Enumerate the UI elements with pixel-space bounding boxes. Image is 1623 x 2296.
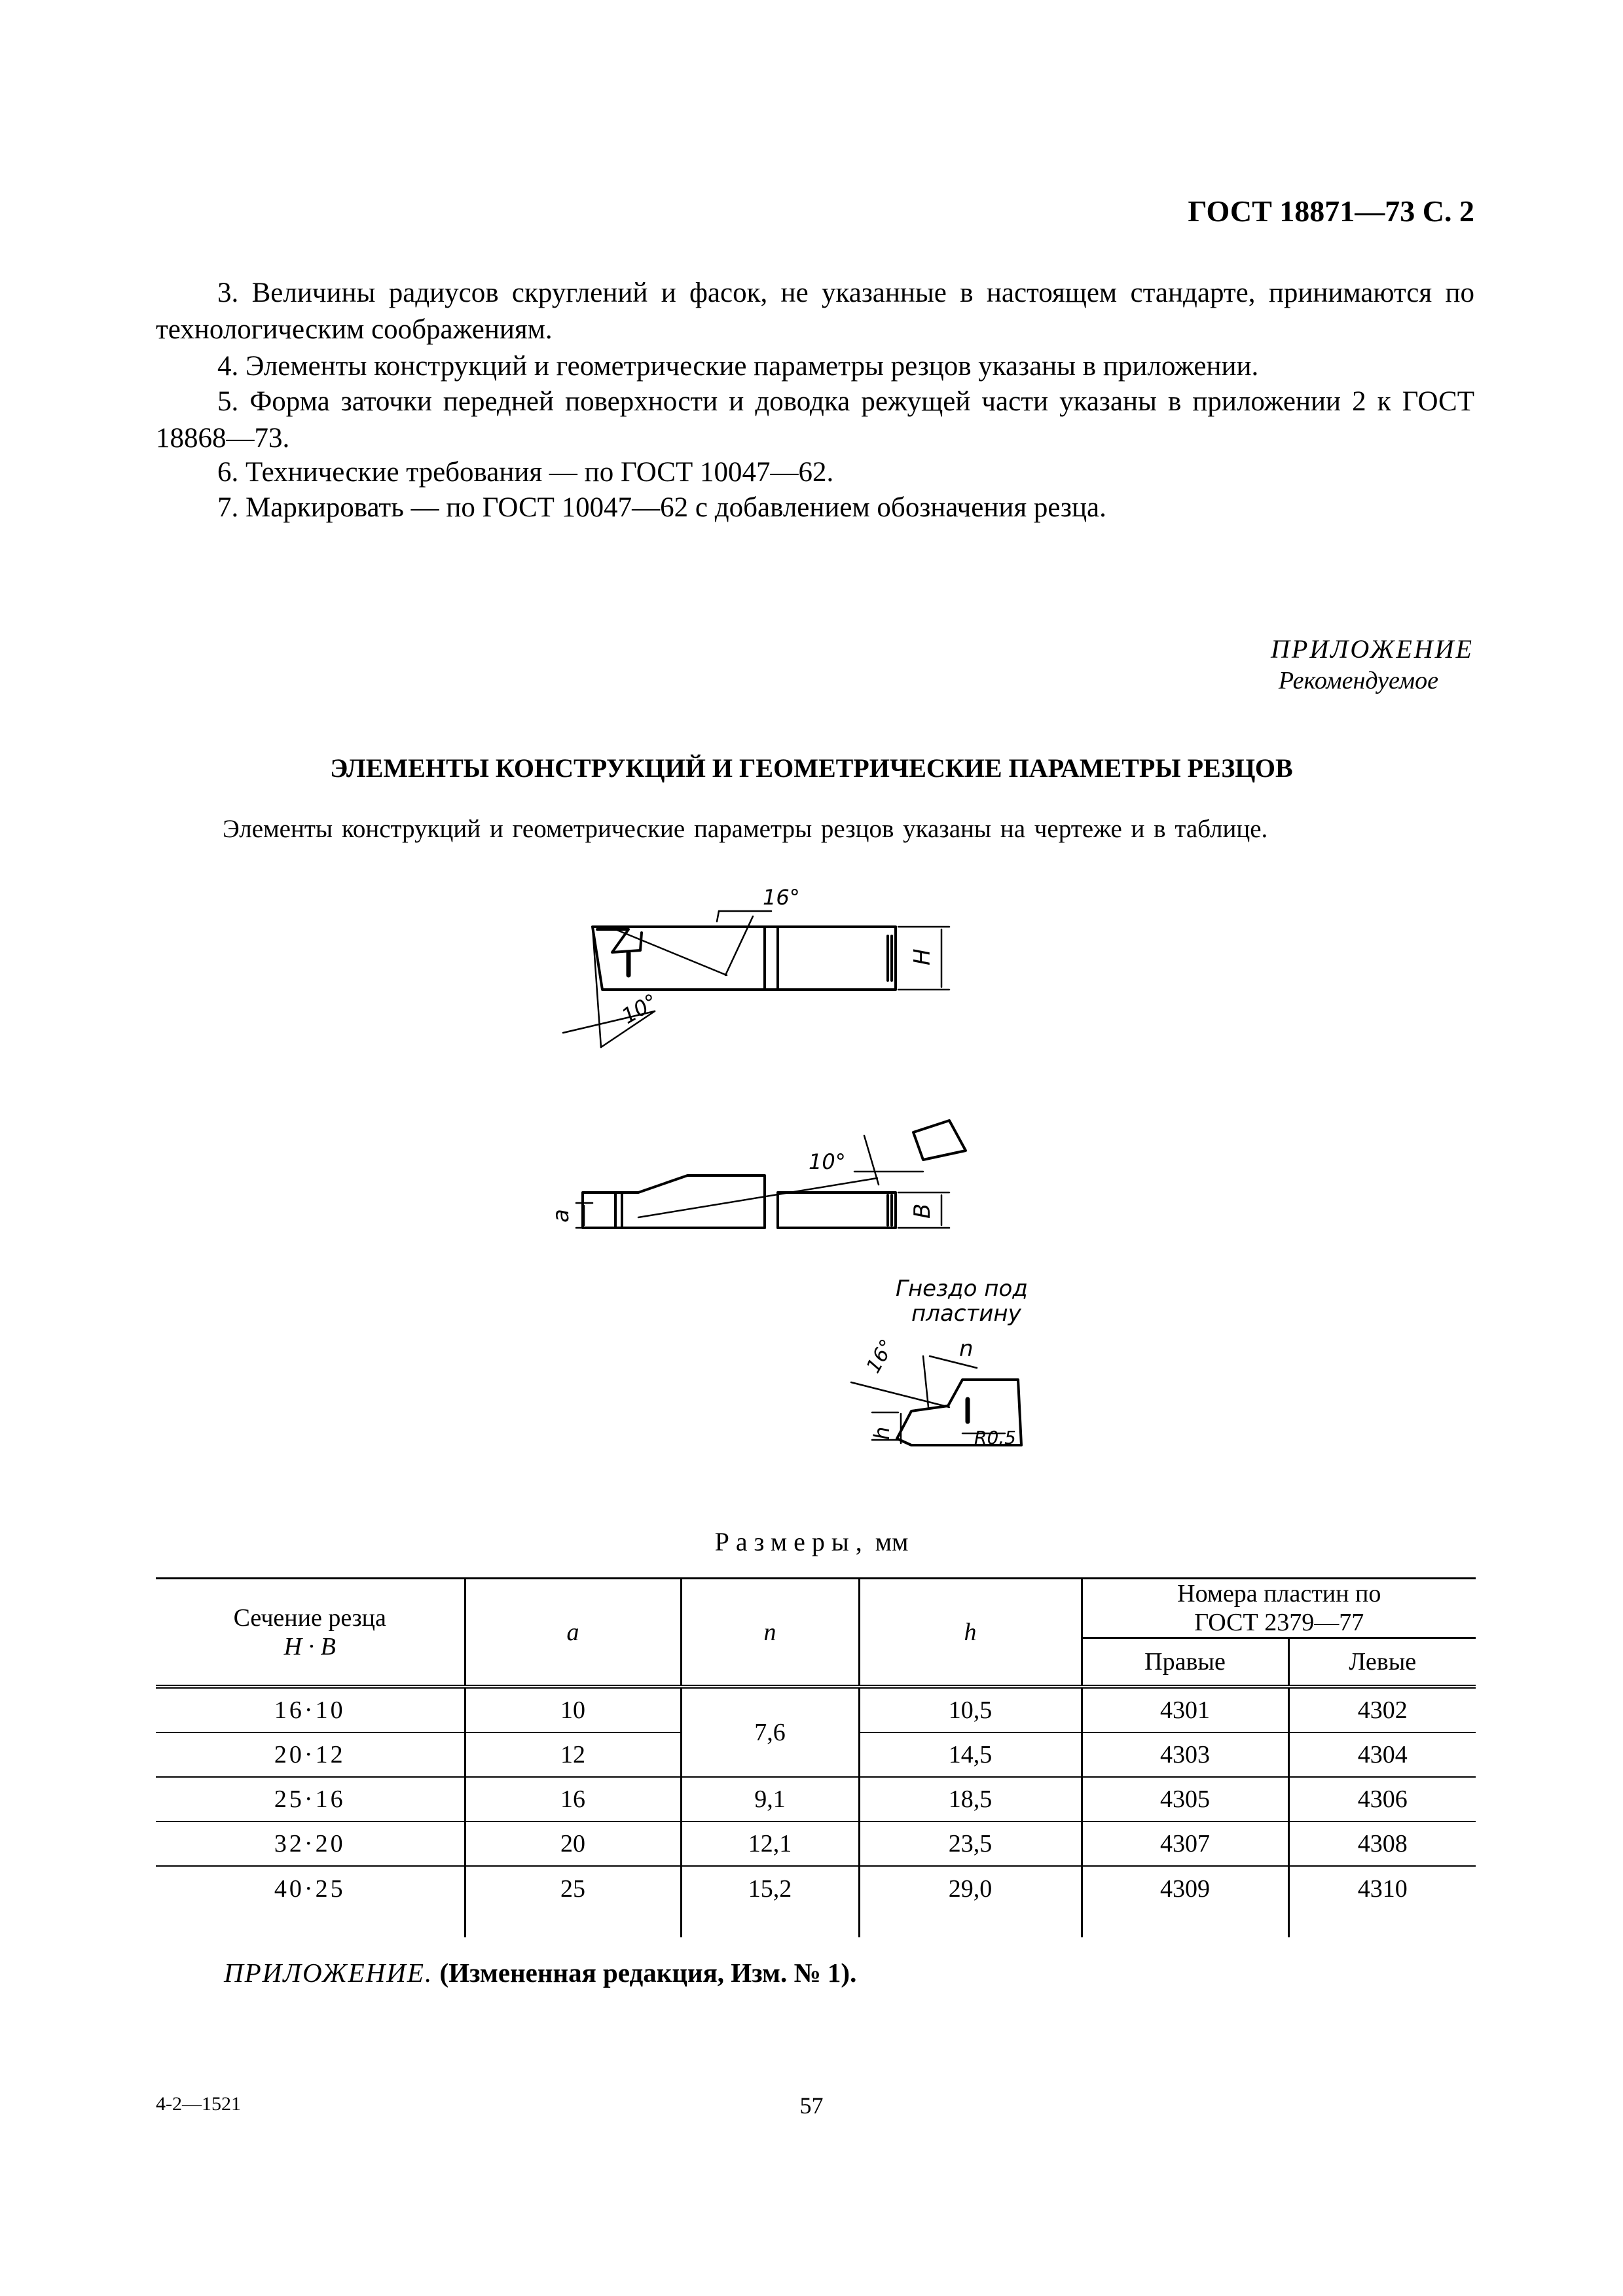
table-row: 20·12 12 14,5 4303 4304 bbox=[156, 1732, 1476, 1777]
header-section: Сечение резца H · B bbox=[233, 1604, 386, 1660]
table-caption-unit: мм bbox=[875, 1527, 909, 1556]
table-row: 16·10 10 7,6 10,5 4301 4302 bbox=[156, 1687, 1476, 1732]
dim-h-label: h bbox=[869, 1426, 894, 1440]
table-caption bbox=[0, 1526, 1623, 1557]
radius-label: R0,5 bbox=[974, 1427, 1016, 1448]
header-left: Левые bbox=[1288, 1638, 1476, 1687]
dim-H-label: H bbox=[909, 948, 936, 965]
dim-n-label: n bbox=[959, 1336, 974, 1362]
page-number: 57 bbox=[799, 2092, 824, 2119]
top-view bbox=[563, 911, 949, 1047]
header-n: n bbox=[681, 1579, 859, 1687]
header-h: h bbox=[859, 1579, 1082, 1687]
table-caption-title: Размеры, bbox=[714, 1527, 869, 1556]
socket-caption-1: Гнездо под bbox=[896, 1276, 1028, 1302]
section-title: ЭЛЕМЕНТЫ КОНСТРУКЦИЙ И ГЕОМЕТРИЧЕСКИЕ ПАРАМЕТРЫ РЕЗЦОВ bbox=[330, 753, 1293, 783]
paragraph-5: 5. Форма заточки передней поверхности и доводка режущей части указаны в приложении 2 к ГОСТ 18868—73. bbox=[156, 386, 1474, 454]
dimensions-table bbox=[156, 1577, 1476, 1937]
angle-10-label: 10° bbox=[617, 988, 663, 1029]
socket-caption-2: пластину bbox=[911, 1300, 1021, 1327]
side-view bbox=[576, 1121, 966, 1228]
paragraph-3: 3. Величины радиусов скруглений и фасок, не указанные в настоящем стандарте, принимаются по технологическим соображениям. bbox=[156, 278, 1474, 345]
socket-angle-label: 16° bbox=[862, 1335, 900, 1377]
annex-label: ПРИЛОЖЕНИЕ bbox=[1271, 634, 1474, 664]
annex-status: Рекомендуемое bbox=[1278, 667, 1438, 694]
table-row: 25·16 16 9,1 18,5 4305 4306 bbox=[156, 1777, 1476, 1821]
amendment-note-label: ПРИЛОЖЕНИЕ. bbox=[224, 1958, 433, 1988]
dim-a-label: a bbox=[548, 1209, 574, 1223]
angle-side-10-label: 10° bbox=[809, 1149, 846, 1174]
amendment-note bbox=[224, 1957, 856, 1988]
table-row: 32·20 20 12,1 23,5 4307 4308 bbox=[156, 1821, 1476, 1866]
angle-16-label: 16° bbox=[763, 885, 800, 910]
paragraph-7: 7. Маркировать — по ГОСТ 10047—62 с добавлением обозначения резца. bbox=[217, 492, 1106, 523]
paragraph-6: 6. Технические требования — по ГОСТ 10047—62. bbox=[217, 457, 834, 488]
document-header: ГОСТ 18871—73 С. 2 bbox=[1188, 194, 1474, 228]
intro-text: Элементы конструкций и геометрические параметры резцов указаны на чертеже и в таблице. bbox=[223, 815, 1268, 843]
header-a: a bbox=[465, 1579, 681, 1687]
amendment-note-text: (Измененная редакция, Изм. № 1). bbox=[439, 1958, 857, 1988]
header-right: Правые bbox=[1082, 1638, 1288, 1687]
paragraph-4: 4. Элементы конструкций и геометрические параметры резцов указаны в приложении. bbox=[217, 351, 1259, 382]
table-row: 40·25 25 15,2 29,0 4309 4310 bbox=[156, 1866, 1476, 1937]
header-plates: Номера пластин по ГОСТ 2379—77 bbox=[1082, 1579, 1476, 1638]
print-code: 4-2—1521 bbox=[156, 2093, 241, 2115]
dim-B-label: B bbox=[909, 1203, 936, 1219]
